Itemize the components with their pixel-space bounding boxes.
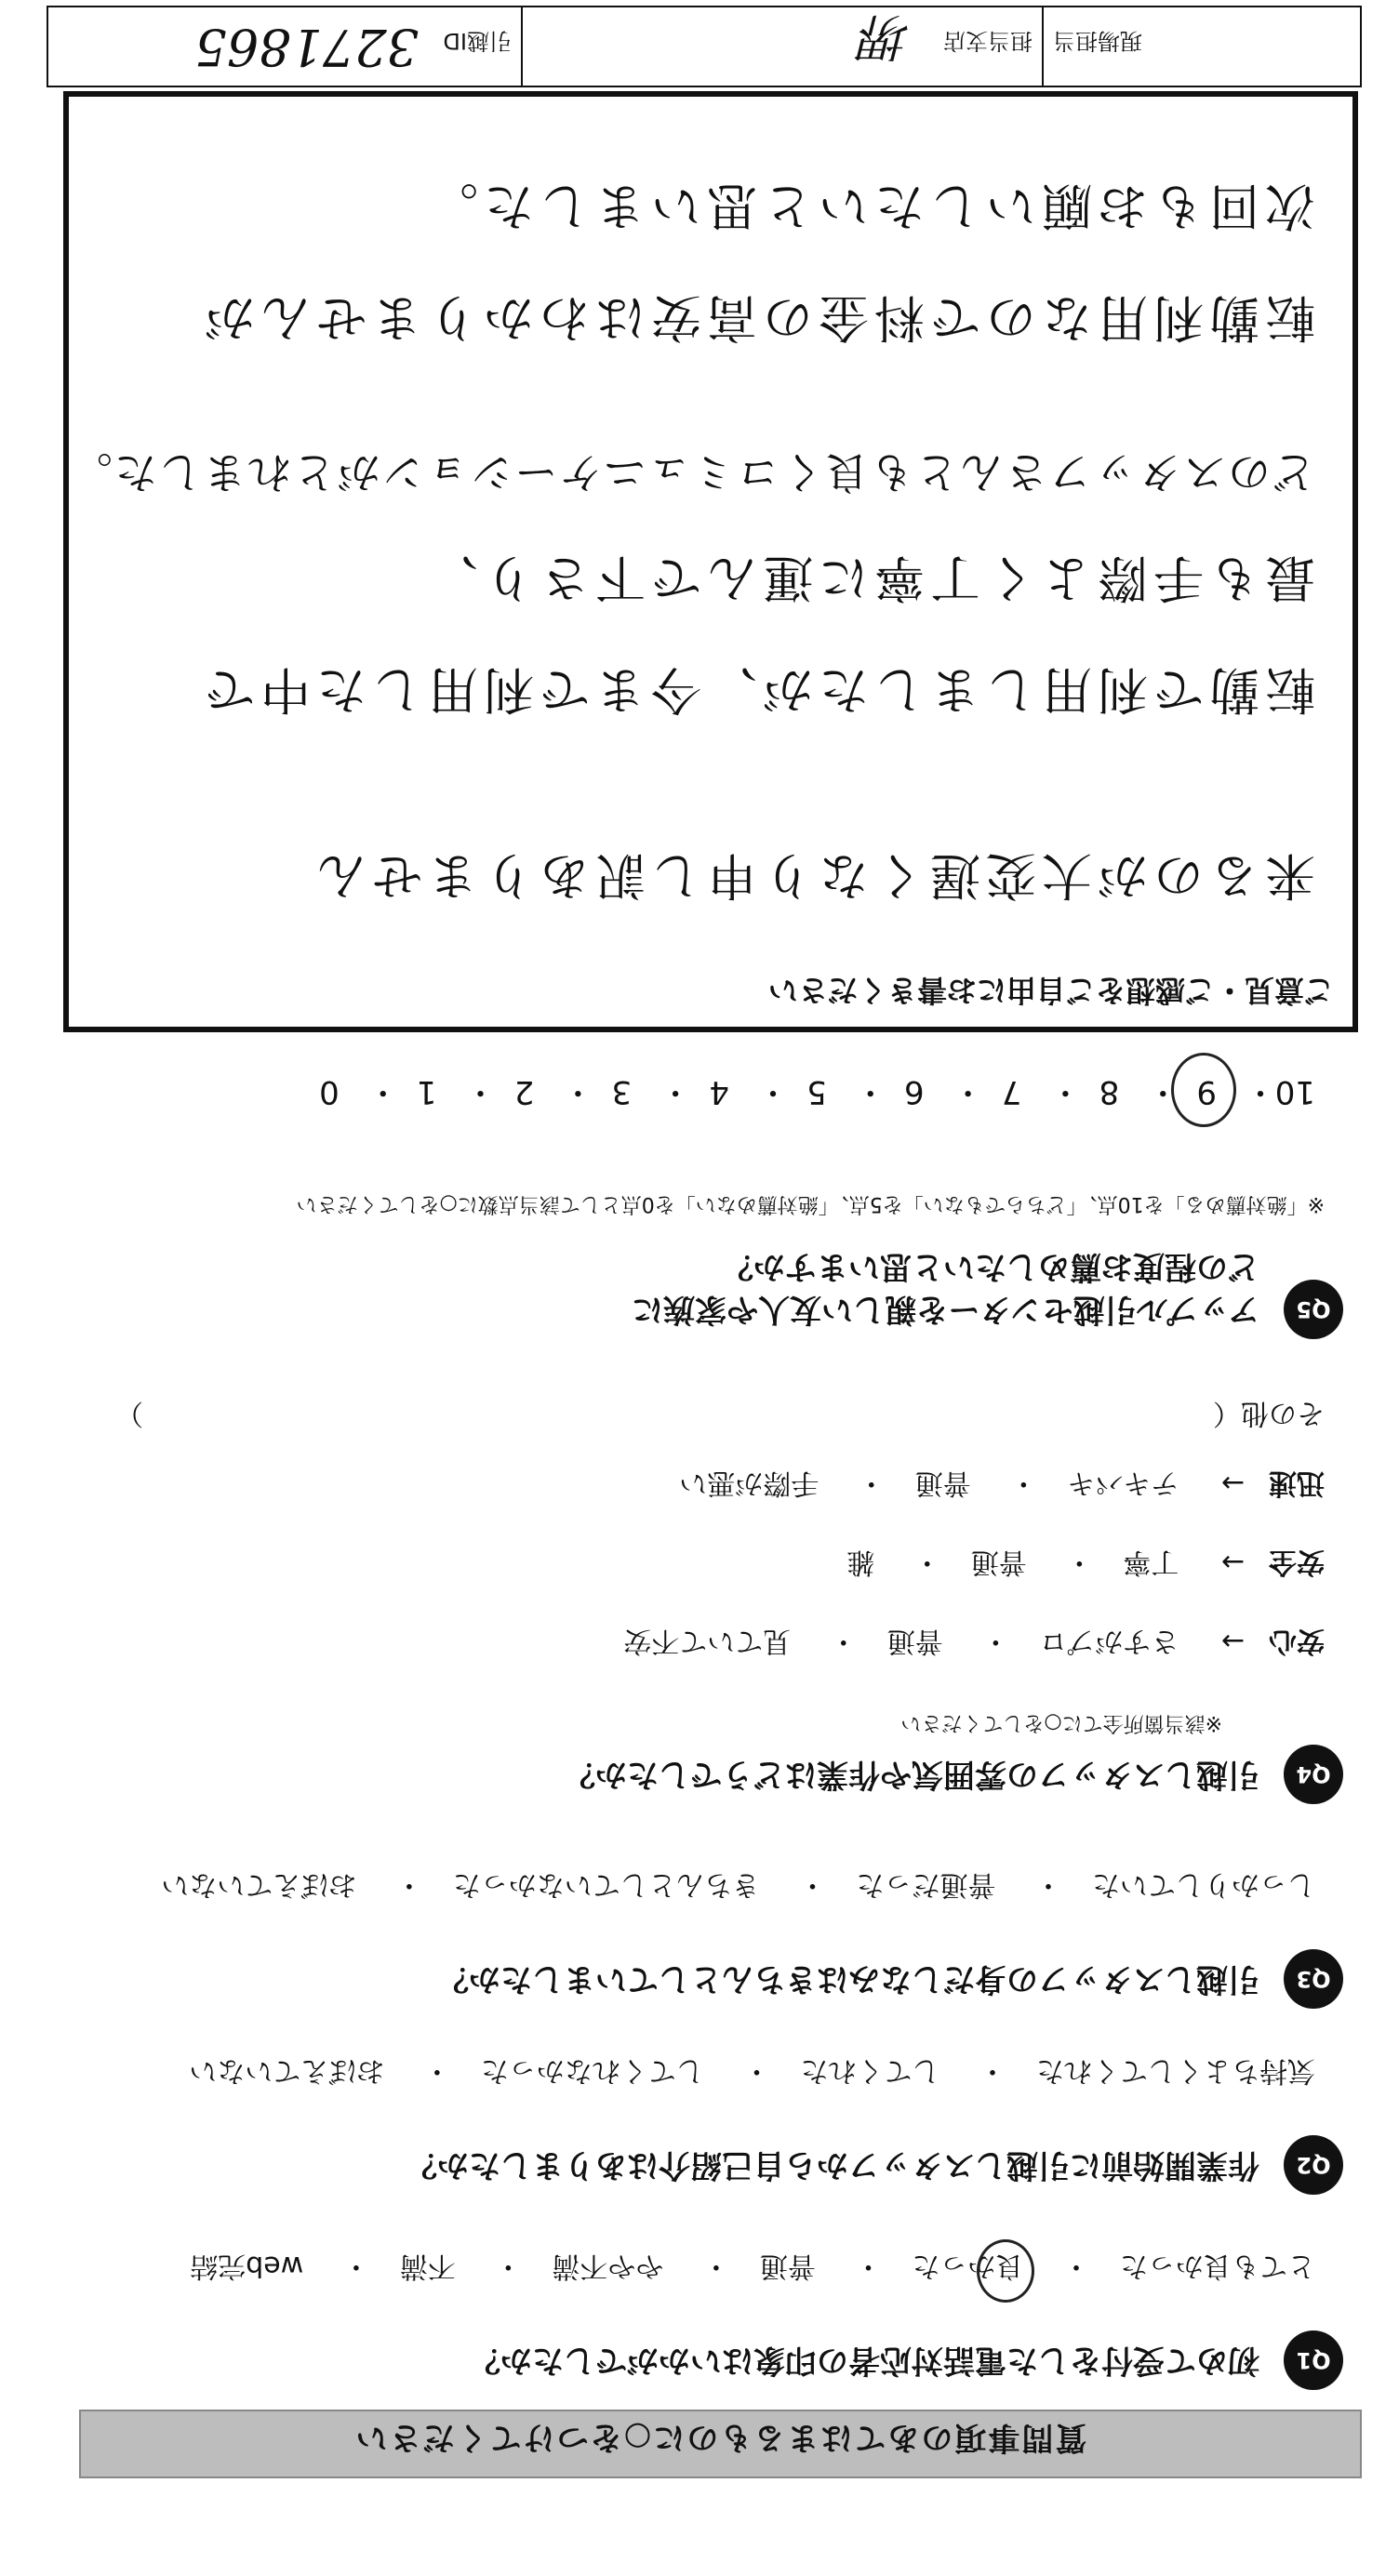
q1-option-selected[interactable]: 良かった xyxy=(902,2249,1033,2290)
q5-icon: Q5 xyxy=(1284,1280,1343,1339)
q2-icon: Q2 xyxy=(1284,2135,1343,2195)
feedback-line: 転勤利用なので料金の高安はわかりませんが xyxy=(199,288,1315,347)
q1-option[interactable]: とても良かった xyxy=(1120,2250,1315,2282)
score-option[interactable]: 4 xyxy=(709,1073,729,1110)
q3-icon: Q3 xyxy=(1284,1949,1343,2009)
question-2 xyxy=(78,2027,1343,2195)
q1-option[interactable]: 普通 xyxy=(759,2250,816,2282)
feedback-line: どのスタッフさんとも良くコミュニケーションがとれました。 xyxy=(67,447,1315,498)
q1-text: 初めて受付をした電話対応者の印象はいかがでしたか？ xyxy=(469,2342,1259,2379)
score-option[interactable]: 10 xyxy=(1274,1073,1315,1110)
q2-option[interactable]: おぼえていない xyxy=(189,2054,385,2087)
id-label: 引越ID xyxy=(443,28,512,54)
q4-row-label: 安全 xyxy=(1269,1546,1325,1578)
q4-note: ※該当箇所全てに○をしてください xyxy=(900,1711,1222,1734)
question-5 xyxy=(78,1144,1343,1339)
q4-option[interactable]: 普通 xyxy=(914,1467,971,1499)
score-option[interactable]: 1 xyxy=(416,1073,437,1110)
q5-text-line2: どの程度お薦めしたいと思いますか？ xyxy=(722,1248,1259,1285)
score-option[interactable]: 6 xyxy=(903,1073,925,1110)
score-option[interactable]: 2 xyxy=(513,1073,535,1110)
q2-option[interactable]: してくれた xyxy=(800,2054,940,2087)
q4-row-label: 安心 xyxy=(1269,1625,1325,1657)
q5-note: ※「絶対薦める」を10点、「どちらでもない」を5点、「絶対薦めない」を0点として該当点数に○をしてください xyxy=(296,1192,1325,1215)
q1-option[interactable]: 不満 xyxy=(399,2250,456,2282)
q3-option[interactable]: きちんとしていなかった xyxy=(452,1868,760,1901)
score-option[interactable]: 3 xyxy=(611,1073,633,1110)
feedback-line: 次回もお願いしたいと思いました。 xyxy=(422,177,1315,235)
feedback-line: 来るのが大変遅くなり申し訳ありません xyxy=(311,846,1315,905)
signature-cell[interactable] xyxy=(1044,7,1360,86)
q3-option[interactable]: 普通だった xyxy=(856,1868,996,1901)
q3-option[interactable]: おぼえていない xyxy=(161,1868,357,1901)
q2-option[interactable]: してくれなかった xyxy=(480,2054,704,2087)
score-option[interactable]: 8 xyxy=(1099,1073,1120,1110)
score-option[interactable]: 7 xyxy=(1001,1073,1022,1110)
q3-text: 引越しスタッフの身だしなみはきちんとしていましたか？ xyxy=(437,1960,1259,1998)
feedback-line: 最も手際よく丁寧に運んで下さり、 xyxy=(422,549,1315,607)
q4-text: 引越しスタッフの雰囲気や作業はどうでしたか？ xyxy=(564,1756,1259,1793)
q4-other-close: ） xyxy=(115,1397,143,1429)
branch-label: 担当支店 xyxy=(943,28,1033,54)
q4-option-selected[interactable]: テキパキ xyxy=(1067,1467,1179,1499)
q4-row-jinsoku: 迅速→ テキパキ・ 普通・ 手際が悪い xyxy=(670,1466,1325,1507)
q4-option[interactable]: 見ていて不安 xyxy=(623,1625,792,1657)
signature-label: 現場担当 xyxy=(1053,28,1142,54)
q4-row-anzen: 安全→ 丁寧・ 普通・ 雑 xyxy=(837,1545,1325,1586)
q3-option-selected[interactable]: しっかりしていた xyxy=(1092,1868,1315,1901)
feedback-box[interactable] xyxy=(63,91,1358,1032)
q1-icon: Q1 xyxy=(1284,2330,1343,2390)
id-cell[interactable] xyxy=(47,7,523,86)
q4-other xyxy=(115,1396,1325,1437)
q2-text: 作業開始前に引越しスタッフから自己紹介はありましたか？ xyxy=(406,2146,1259,2184)
instruction-text: 質問事項のあてはまるものに○をつけてください xyxy=(353,2419,1087,2456)
score-option[interactable]: 5 xyxy=(806,1073,827,1110)
id-row xyxy=(47,6,1362,87)
score-option[interactable]: 0 xyxy=(319,1073,340,1110)
q2-option-selected[interactable]: 気持ちよくしてくれた xyxy=(1036,2054,1315,2087)
branch-value: 堺 xyxy=(861,7,912,66)
q5-text-line1: アップル引越センターを親しい友人や家族に xyxy=(632,1291,1259,1328)
q5-score-scale: 10・ 9・ 8・ 7・ 6・ 5・ 4・ 3・ 2・ 1・ 0 xyxy=(319,1073,1315,1110)
q1-options: とても良かった・ 良かった・ 普通・ やや不満・ 不満・ web完結 xyxy=(180,2249,1325,2290)
q4-option[interactable]: 手際が悪い xyxy=(679,1467,819,1499)
question-1 xyxy=(78,2213,1343,2390)
q4-option[interactable]: 普通 xyxy=(970,1546,1027,1578)
q1-option[interactable]: やや不満 xyxy=(552,2250,664,2282)
feedback-line: 転勤で利用しましたが、今まで利用した中で xyxy=(199,660,1315,719)
q4-other-label: その他（ xyxy=(1213,1397,1325,1429)
q4-icon: Q4 xyxy=(1284,1745,1343,1804)
q1-option[interactable]: web完結 xyxy=(190,2250,304,2282)
q4-row-anshin: 安心→ さすがプロ・ 普通・ 見ていて不安 xyxy=(614,1624,1325,1665)
q4-option[interactable]: 雑 xyxy=(846,1546,875,1578)
question-4 xyxy=(78,1395,1343,1804)
q3-options: しっかりしていた・ 普通だった・ きちんとしていなかった・ おぼえていない xyxy=(152,1867,1325,1908)
feedback-heading: ご意見・ご感想をご自由にお書きください xyxy=(767,973,1334,1008)
id-value: 3271865 xyxy=(194,18,419,76)
q4-option[interactable]: 普通 xyxy=(886,1625,943,1657)
q4-option-selected[interactable]: さすがプロ xyxy=(1039,1625,1179,1657)
q4-row-label: 迅速 xyxy=(1269,1467,1325,1499)
q4-option-selected[interactable]: 丁寧 xyxy=(1123,1546,1179,1578)
q2-options: 気持ちよくしてくれた・ してくれた・ してくれなかった・ おぼえていない xyxy=(180,2053,1325,2094)
score-option-selected[interactable]: 9 xyxy=(1196,1073,1218,1110)
question-3 xyxy=(78,1841,1343,2009)
instruction-banner xyxy=(79,2410,1362,2478)
branch-cell[interactable] xyxy=(521,7,1044,86)
